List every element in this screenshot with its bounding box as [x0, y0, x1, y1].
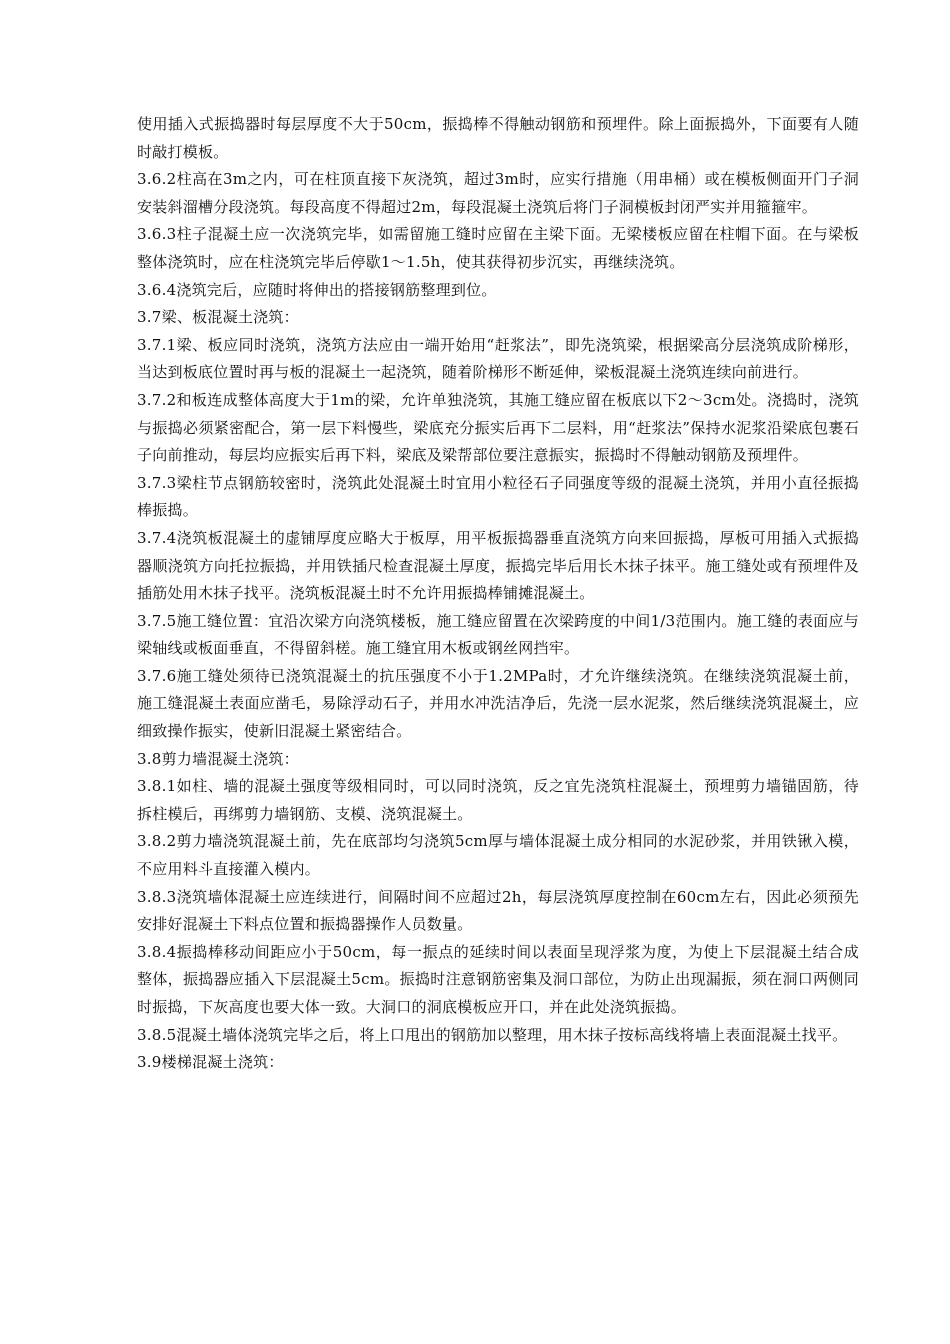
- section-heading-3-8: 3.8剪力墙混凝土浇筑：: [137, 749, 299, 768]
- paragraph-3-8-1: 3.8.1如柱、墙的混凝土强度等级相同时，可以同时浇筑，反之宜先浇筑柱混凝土，预埋剪力墙锚固筋，待拆柱模后，再绑剪力墙钢筋、支模、浇筑混凝土。: [137, 777, 859, 823]
- paragraph-3-6-4: 3.6.4浇筑完后，应随时将伸出的搭接钢筋整理到位。: [137, 280, 497, 299]
- paragraph-3-7-4: 3.7.4浇筑板混凝土的虚铺厚度应略大于板厚，用平板振捣器垂直浇筑方向来回振捣，厚板可用插入式振捣器顺浇筑方向托拉振捣，并用铁插尺检查混凝土厚度，振捣完毕后用长木抹子抹平。施工缝处或有预埋件及插筋处用木抹子找平。浇筑板混凝土时不允许用振捣棒铺摊混凝土。: [137, 528, 859, 603]
- paragraph-3-6-3: 3.6.3柱子混凝土应一次浇筑完毕，如需留施工缝时应留在主梁下面。无梁楼板应留在柱帽下面。在与梁板整体浇筑时，应在柱浇筑完毕后停歇1～1.5h，使其获得初步沉实，再继续浇筑。: [137, 225, 859, 271]
- section-heading-3-9: 3.9楼梯混凝土浇筑：: [137, 1053, 284, 1072]
- paragraph-vibrator-layer-thickness: 使用插入式振捣器时每层厚度不大于50cm，振捣棒不得触动钢筋和预埋件。除上面振捣外，下面要有人随时敲打模板。: [137, 115, 859, 161]
- paragraph-3-6-2: 3.6.2柱高在3m之内，可在柱顶直接下灰浇筑，超过3m时，应实行措施（用串桶）或在模板侧面开门子洞安装斜溜槽分段浇筑。每段高度不得超过2m，每段混凝土浇筑后将门子洞模板封闭严实并用箍箍牢。: [137, 170, 859, 216]
- paragraph-3-7-6: 3.7.6施工缝处须待已浇筑混凝土的抗压强度不小于1.2MPa时，才允许继续浇筑。在继续浇筑混凝土前，施工缝混凝土表面应凿毛，易除浮动石子，并用水冲洗洁净后，先浇一层水泥浆，然后继续浇筑混凝土，应细致操作振实，使新旧混凝土紧密结合。: [137, 666, 859, 741]
- paragraph-3-7-3: 3.7.3梁柱节点钢筋较密时，浇筑此处混凝土时宜用小粒径石子同强度等级的混凝土浇筑，并用小直径振捣棒振捣。: [137, 473, 859, 520]
- document-body: [137, 111, 859, 1077]
- paragraph-3-7-5: 3.7.5施工缝位置：宜沿次梁方向浇筑楼板，施工缝应留置在次梁跨度的中间1/3范围内。施工缝的表面应与梁轴线或板面垂直，不得留斜槎。施工缝宜用木板或钢丝网挡牢。: [137, 611, 859, 658]
- paragraph-3-8-5: 3.8.5混凝土墙体浇筑完毕之后，将上口甩出的钢筋加以整理，用木抹子按标高线将墙上表面混凝土找平。: [137, 1025, 848, 1044]
- section-heading-3-7: 3.7梁、板混凝土浇筑：: [137, 308, 299, 327]
- paragraph-3-7-2: 3.7.2和板连成整体高度大于1m的梁，允许单独浇筑，其施工缝应留在板底以下2～3cm处。浇捣时，浇筑与振捣必须紧密配合，第一层下料慢些，梁底充分振实后再下二层料，用“赶浆法”保持水泥浆沿梁底包裹石子向前推动，每层均应振实后再下料，梁底及梁帮部位要注意振实，振捣时不得触动钢筋及预埋件。: [137, 390, 859, 465]
- paragraph-3-7-1: 3.7.1梁、板应同时浇筑，浇筑方法应由一端开始用“赶浆法”，即先浇筑梁，根据梁高分层浇筑成阶梯形，当达到板底位置时再与板的混凝土一起浇筑，随着阶梯形不断延伸，梁板混凝土浇筑连续向前进行。: [137, 335, 859, 382]
- paragraph-3-8-3: 3.8.3浇筑墙体混凝土应连续进行，间隔时间不应超过2h，每层浇筑厚度控制在60cm左右，因此必须预先安排好混凝土下料点位置和振捣器操作人员数量。: [137, 887, 859, 934]
- paragraph-3-8-2: 3.8.2剪力墙浇筑混凝土前，先在底部均匀浇筑5cm厚与墙体混凝土成分相同的水泥砂浆，并用铁锹入模，不应用料斗直接灌入模内。: [137, 832, 859, 879]
- paragraph-3-8-4: 3.8.4振捣棒移动间距应小于50cm，每一振点的延续时间以表面呈现浮浆为度，为使上下层混凝土结合成整体，振捣器应插入下层混凝土5cm。振捣时注意钢筋密集及洞口部位，为防止出现漏振，须在洞口两侧同时振捣，下灰高度也要大体一致。大洞口的洞底模板应开口，并在此处浇筑振捣。: [137, 942, 859, 1016]
